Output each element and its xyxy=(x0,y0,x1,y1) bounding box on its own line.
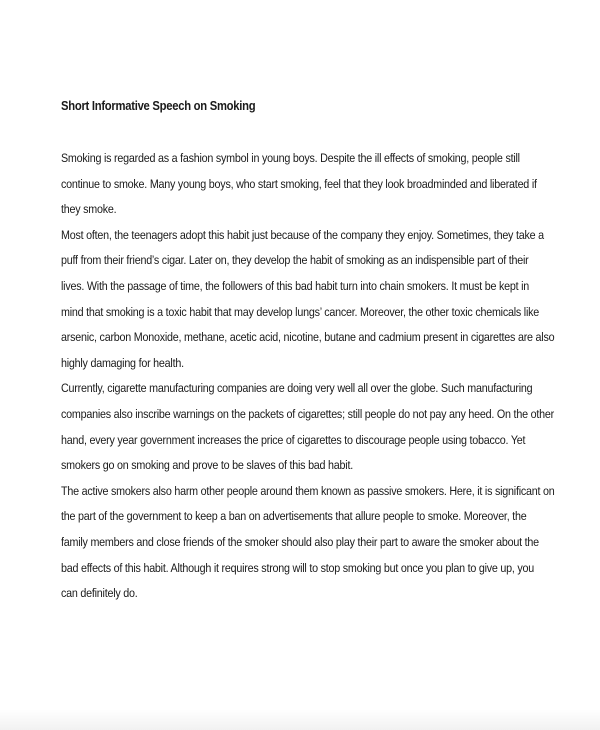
text-line: Currently, cigarette manufacturing companies are doing very well all over the globe. Such manufacturing xyxy=(61,381,533,396)
text-line: smokers go on smoking and prove to be slaves of this bad habit. xyxy=(61,458,353,473)
paragraph-4 xyxy=(61,479,591,607)
text-line: lives. With the passage of time, the followers of this bad habit turn into chain smokers. It must be kept in xyxy=(61,278,530,293)
text-line: can definitely do. xyxy=(61,586,138,601)
text-line: Most often, the teenagers adopt this habit just because of the company they enjoy. Sometimes, they take a xyxy=(61,227,544,242)
text-line: arsenic, carbon Monoxide, methane, acetic acid, nicotine, butane and cadmium present in cigarettes are also xyxy=(61,330,555,345)
text-line: bad effects of this habit. Although it requires strong will to stop smoking but once you plan to give up, you xyxy=(61,560,535,575)
text-line: mind that smoking is a toxic habit that may develop lungs’ cancer. Moreover, the other toxic chemicals like xyxy=(61,304,540,319)
text-line: companies also inscribe warnings on the packets of cigarettes; still people do not pay any heed. On the other xyxy=(61,406,554,421)
text-line: Smoking is regarded as a fashion symbol in young boys. Despite the ill effects of smoking, people still xyxy=(61,151,520,165)
paragraph-3 xyxy=(61,376,591,478)
page-bottom-shade xyxy=(0,710,600,730)
text-line: highly damaging for health. xyxy=(61,355,184,370)
paragraph-2 xyxy=(61,223,591,377)
paragraph-1 xyxy=(61,146,591,223)
text-line: family members and close friends of the smoker should also play their part to aware the smoker about the xyxy=(61,534,539,549)
text-line: continue to smoke. Many young boys, who start smoking, feel that they look broadminded and liberated if xyxy=(61,176,537,191)
document-body xyxy=(61,146,591,607)
text-line: hand, every year government increases the price of cigarettes to discourage people using tobacco. Yet xyxy=(61,432,526,447)
document-title: Short Informative Speech on Smoking xyxy=(61,99,256,113)
text-line: the part of the government to keep a ban on advertisements that allure people to smoke. Moreover, the xyxy=(61,509,527,524)
text-line: puff from their friend’s cigar. Later on, they develop the habit of smoking as an indispensible part of their xyxy=(61,253,529,268)
text-line: they smoke. xyxy=(61,202,117,217)
text-line: The active smokers also harm other people around them known as passive smokers. Here, it is significant on xyxy=(61,483,555,498)
